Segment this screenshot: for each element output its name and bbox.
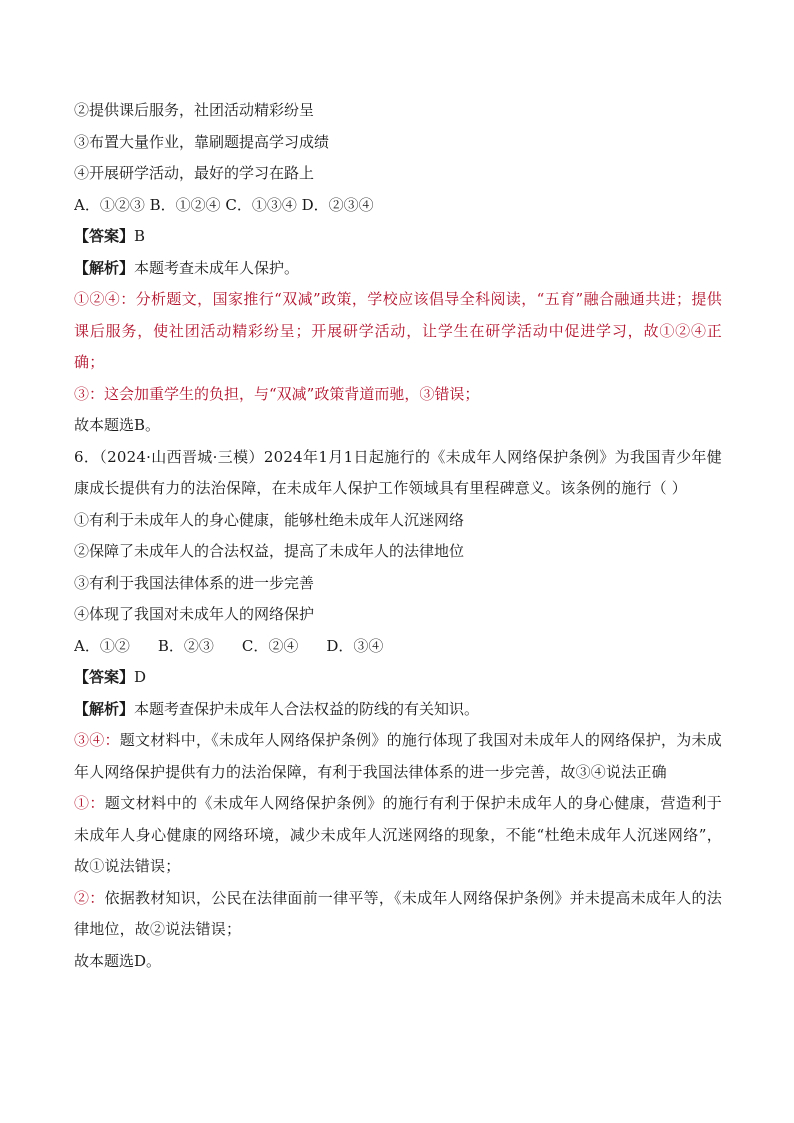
q6-option-2: ②保障了未成年人的合法权益，提高了未成年人的法律地位	[74, 542, 465, 560]
q6-choice-d: D．③④	[326, 636, 384, 655]
q6-para-2-marker: ①：	[74, 794, 105, 812]
q6-option-3: ③有利于我国法律体系的进一步完善	[74, 573, 315, 592]
q5-analysis-label: 【解析】	[74, 258, 135, 277]
q6-para-1-marker: ③④：	[74, 731, 120, 749]
q6-analysis-para-3	[74, 883, 722, 946]
q6-choice-c: C．②④	[241, 636, 299, 655]
q5-option-3: ③布置大量作业，靠刷题提高学习成绩	[74, 132, 330, 151]
q5-answer	[74, 221, 722, 253]
q6-choice-a: A．①②	[74, 636, 130, 655]
q6-analysis-text: 本题考查保护未成年人合法权益的防线的有关知识。	[134, 699, 480, 718]
q6-analysis-para-2	[74, 788, 722, 883]
q6-answer-label: 【答案】	[74, 668, 135, 686]
q6-answer-value: D	[134, 668, 147, 686]
q5-option-4: ④开展研学活动，最好的学习在路上	[74, 164, 315, 182]
q5-analysis-correct: ①②④：分析题文，国家推行“双减”政策，学校应该倡导全科阅读，“五育”融合融通共进；提供课后服务，使社团活动精彩纷呈；开展研学活动，让学生在研学活动中促进学习，故①②④正确；	[74, 290, 722, 371]
q6-stem: 6．（2024·山西晋城·三模）2024年1月1日起施行的《未成年人网络保护条例》为我国青少年健康成长提供有力的法治保障，在未成年人保护工作领域具有里程碑意义。该条例的施行（ ）	[74, 447, 722, 497]
q5-analysis-text: 本题考查未成年人保护。	[134, 258, 300, 277]
q6-choice-b: B．②③	[157, 636, 214, 655]
q6-option-1: ①有利于未成年人的身心健康，能够杜绝未成年人沉迷网络	[74, 510, 465, 529]
q6-option-4: ④体现了我国对未成年人的网络保护	[74, 605, 315, 623]
q5-choices: A．①②③ B．①②④ C．①③④ D．②③④	[74, 195, 374, 214]
q6-answer	[74, 662, 722, 694]
q6-choices	[74, 631, 722, 663]
q5-answer-value: B	[134, 227, 146, 245]
q5-option-2: ②提供课后服务，社团活动精彩纷呈	[74, 101, 315, 119]
q6-analysis-label: 【解析】	[74, 699, 135, 718]
q5-answer-label: 【答案】	[74, 227, 135, 245]
q5-conclusion: 故本题选B。	[74, 416, 161, 434]
q5-analysis	[74, 253, 722, 285]
q5-analysis-wrong: ③：这会加重学生的负担，与“双减”政策背道而驰，③错误；	[74, 384, 480, 403]
q6-conclusion: 故本题选D。	[74, 951, 162, 970]
q6-para-1-text: 题文材料中，《未成年人网络保护条例》的施行体现了我国对未成年人的网络保护，为未成年人网络保护提供有力的法治保障，有利于我国法律体系的进一步完善，故③④说法正确	[74, 731, 722, 781]
q6-para-2-text: 题文材料中的《未成年人网络保护条例》的施行有利于保护未成年人的身心健康，营造利于未成年人身心健康的网络环境，减少未成年人沉迷网络的现象，不能“杜绝未成年人沉迷网络”，故①说法错误；	[74, 794, 722, 875]
q6-para-3-text: 依据教材知识，公民在法律面前一律平等，《未成年人网络保护条例》并未提高未成年人的法律地位，故②说法错误；	[74, 888, 722, 938]
q6-analysis	[74, 694, 722, 726]
q6-analysis-para-1	[74, 725, 722, 788]
q6-para-3-marker: ②：	[74, 888, 105, 907]
